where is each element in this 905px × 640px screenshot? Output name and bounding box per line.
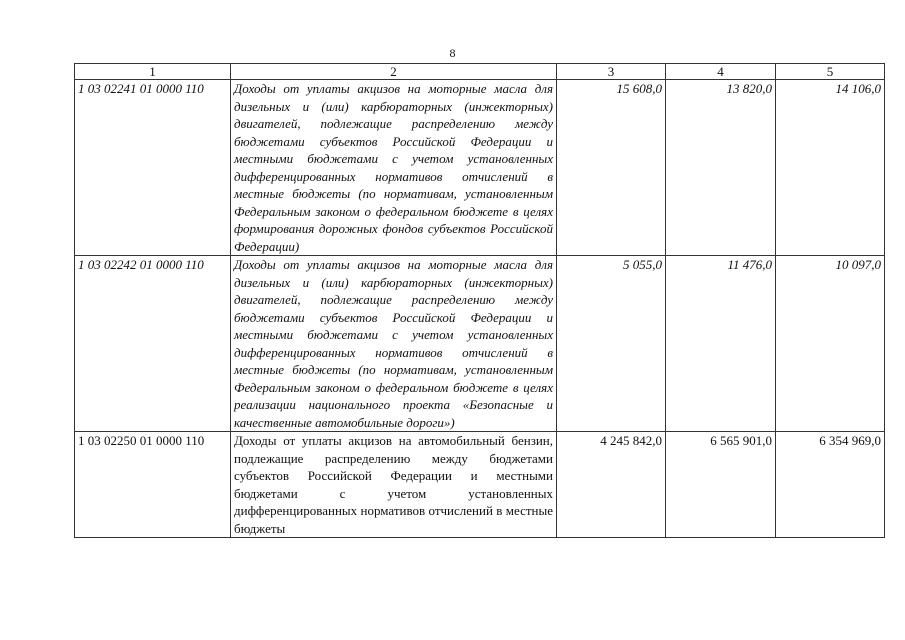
amount-column-5: 10 097,0 bbox=[776, 256, 885, 432]
revenue-code: 1 03 02242 01 0000 110 bbox=[75, 256, 231, 432]
budget-revenue-table bbox=[74, 63, 885, 538]
column-header-2: 2 bbox=[231, 64, 557, 80]
amount-column-3: 15 608,0 bbox=[557, 80, 666, 256]
amount-column-4: 11 476,0 bbox=[666, 256, 776, 432]
table-row bbox=[75, 432, 885, 538]
column-header-3: 3 bbox=[557, 64, 666, 80]
amount-column-5: 6 354 969,0 bbox=[776, 432, 885, 538]
revenue-description: Доходы от уплаты акцизов на моторные масла для дизельных и (или) карбюраторных (инжекторных) двигателей, подлежащие распределению между бюджетами субъектов Российской Федерации и местными бюджетами с учетом установленных дифференцированных нормативов отчислений в местные бюджеты (по нормативам, установленным Федеральным законом о федеральном бюджете в целях реализации национального проекта «Безопасные и качественные автомобильные дороги») bbox=[231, 256, 557, 432]
table-header-row bbox=[75, 64, 885, 80]
revenue-code: 1 03 02250 01 0000 110 bbox=[75, 432, 231, 538]
table-row bbox=[75, 256, 885, 432]
amount-column-3: 4 245 842,0 bbox=[557, 432, 666, 538]
revenue-description: Доходы от уплаты акцизов на автомобильный бензин, подлежащие распределению между бюджетами субъектов Российской Федерации и местными бюджетами с учетом установленных дифференцированных нормативов отчислений в местные бюджеты bbox=[231, 432, 557, 538]
column-header-5: 5 bbox=[776, 64, 885, 80]
amount-column-4: 13 820,0 bbox=[666, 80, 776, 256]
amount-column-5: 14 106,0 bbox=[776, 80, 885, 256]
column-header-4: 4 bbox=[666, 64, 776, 80]
page-number: 8 bbox=[449, 46, 456, 60]
revenue-code: 1 03 02241 01 0000 110 bbox=[75, 80, 231, 256]
amount-column-4: 6 565 901,0 bbox=[666, 432, 776, 538]
revenue-description: Доходы от уплаты акцизов на моторные масла для дизельных и (или) карбюраторных (инжекторных) двигателей, подлежащие распределению между бюджетами субъектов Российской Федерации и местными бюджетами с учетом установленных дифференцированных нормативов отчислений в местные бюджеты (по нормативам, установленным Федеральным законом о федеральном бюджете в целях формирования дорожных фондов субъектов Российской Федерации) bbox=[231, 80, 557, 256]
table-row bbox=[75, 80, 885, 256]
amount-column-3: 5 055,0 bbox=[557, 256, 666, 432]
column-header-1: 1 bbox=[75, 64, 231, 80]
